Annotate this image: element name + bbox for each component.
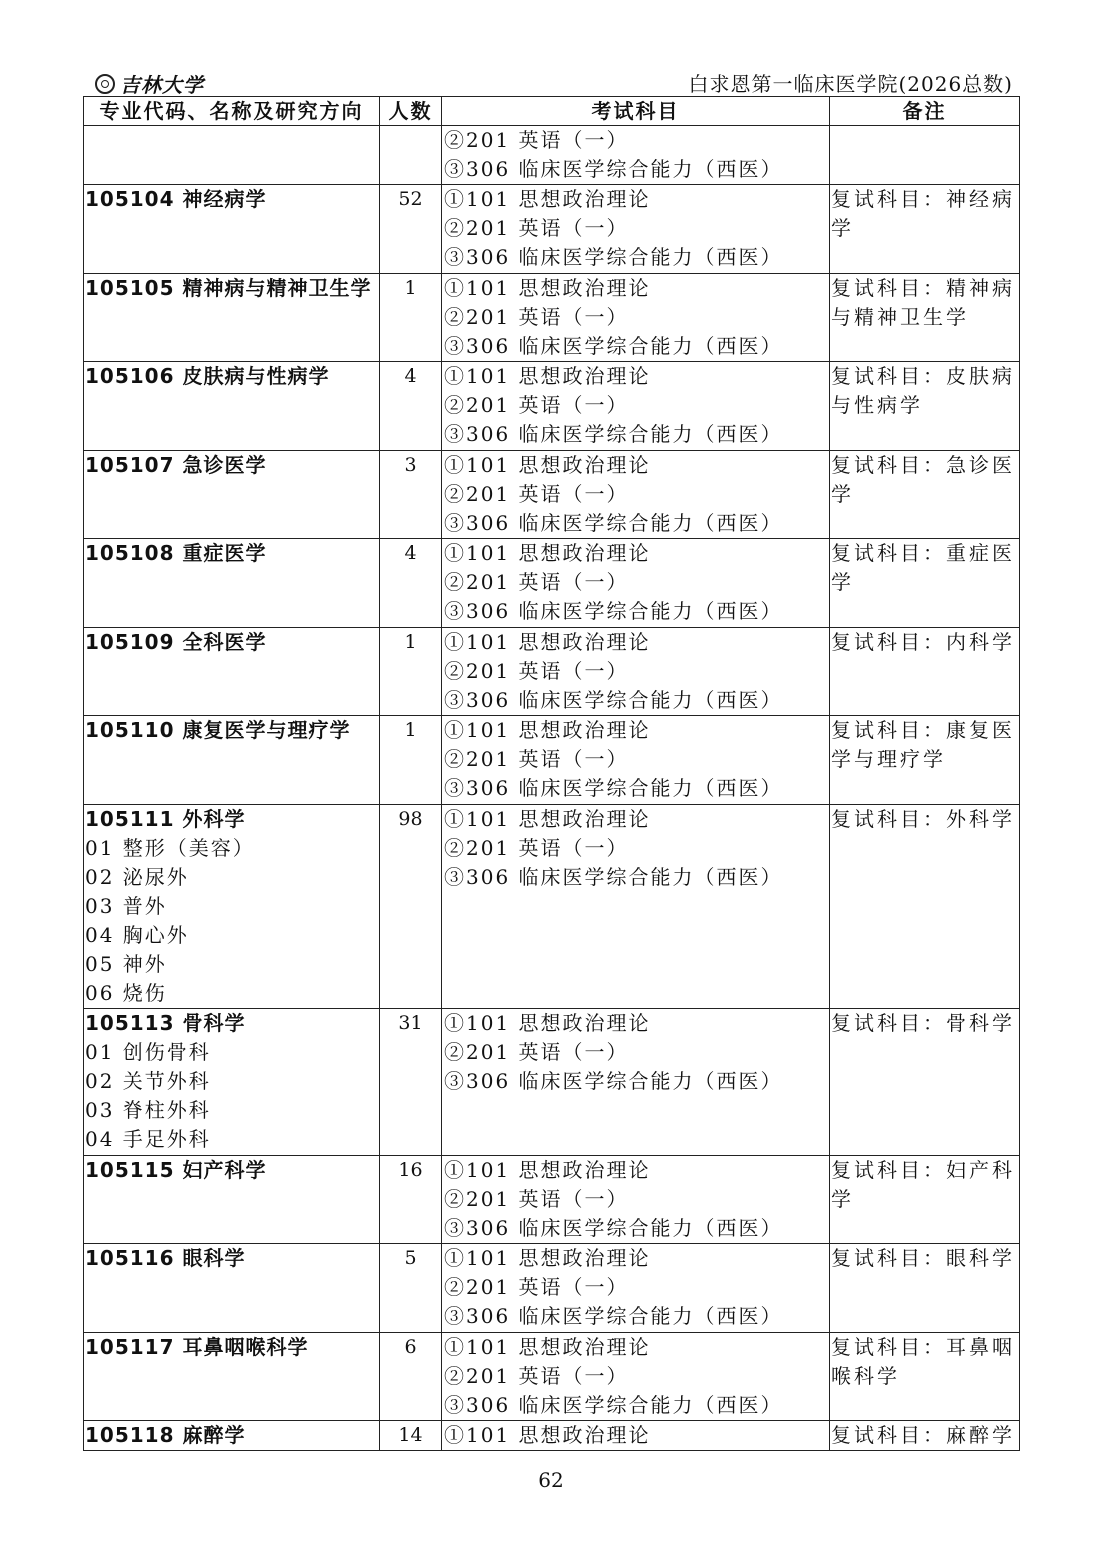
table-row xyxy=(84,1421,1020,1451)
exam-subject: ③306 临床医学综合能力（西医） xyxy=(444,688,783,712)
note-cell: 复试科目：内科学 xyxy=(830,628,1020,716)
major-cell xyxy=(84,1333,380,1421)
table-row xyxy=(84,628,1020,716)
note-cell: 复试科目：麻醉学 xyxy=(830,1421,1020,1451)
research-direction: 04 手足外科 xyxy=(85,1127,211,1151)
major-name: 105104 神经病学 xyxy=(85,187,267,211)
table-row xyxy=(84,1244,1020,1333)
table-row xyxy=(84,805,1020,1009)
exams-cell xyxy=(442,1421,830,1451)
exam-subject: ②201 英语（一） xyxy=(444,393,629,417)
exams-cell xyxy=(442,185,830,274)
research-direction: 06 烧伤 xyxy=(85,981,167,1005)
count-cell: 1 xyxy=(380,716,442,805)
university-name: 吉林大学 xyxy=(120,73,204,97)
research-direction: 03 脊柱外科 xyxy=(85,1098,211,1122)
count-cell: 31 xyxy=(380,1009,442,1156)
count-cell: 52 xyxy=(380,185,442,274)
exam-subject: ③306 临床医学综合能力（西医） xyxy=(444,1304,783,1328)
table-row xyxy=(84,539,1020,628)
exam-subject: ①101 思想政治理论 xyxy=(444,630,651,654)
major-name: 105106 皮肤病与性病学 xyxy=(85,364,330,388)
exam-subject: ②201 英语（一） xyxy=(444,128,629,152)
note-cell: 复试科目：妇产科学 xyxy=(830,1156,1020,1244)
exam-subject: ①101 思想政治理论 xyxy=(444,1011,651,1035)
count-cell xyxy=(380,126,442,185)
major-cell xyxy=(84,362,380,451)
note-cell: 复试科目：康复医学与理疗学 xyxy=(830,716,1020,805)
research-direction: 03 普外 xyxy=(85,894,167,918)
note-cell: 复试科目：神经病学 xyxy=(830,185,1020,274)
major-cell xyxy=(84,126,380,185)
major-cell xyxy=(84,628,380,716)
table-row xyxy=(84,1156,1020,1244)
page-number: 62 xyxy=(538,1468,564,1492)
exam-subject: ③306 临床医学综合能力（西医） xyxy=(444,1069,783,1093)
major-name: 105110 康复医学与理疗学 xyxy=(85,718,351,742)
table-row xyxy=(84,451,1020,539)
research-direction: 01 创伤骨科 xyxy=(85,1040,211,1064)
count-cell: 5 xyxy=(380,1244,442,1333)
exam-subject: ①101 思想政治理论 xyxy=(444,1335,651,1359)
exam-subject: ②201 英语（一） xyxy=(444,482,629,506)
header-exams: 考试科目 xyxy=(442,97,830,126)
count-cell: 1 xyxy=(380,274,442,362)
exam-subject: ①101 思想政治理论 xyxy=(444,541,651,565)
exam-subject: ②201 英语（一） xyxy=(444,836,629,860)
note-cell: 复试科目：眼科学 xyxy=(830,1244,1020,1333)
table-body xyxy=(84,126,1020,1451)
major-name: 105109 全科医学 xyxy=(85,630,267,654)
exam-subject: ①101 思想政治理论 xyxy=(444,1246,651,1270)
college-title: 白求恩第一临床医学院(2026总数) xyxy=(688,72,1013,96)
exam-subject: ②201 英语（一） xyxy=(444,1275,629,1299)
exam-subject: ②201 英语（一） xyxy=(444,1187,629,1211)
exam-subject: ③306 临床医学综合能力（西医） xyxy=(444,245,783,269)
count-cell: 16 xyxy=(380,1156,442,1244)
exam-subject: ②201 英语（一） xyxy=(444,570,629,594)
count-cell: 14 xyxy=(380,1421,442,1451)
exam-subject: ③306 临床医学综合能力（西医） xyxy=(444,334,783,358)
exam-subject: ①101 思想政治理论 xyxy=(444,187,651,211)
count-cell: 6 xyxy=(380,1333,442,1421)
exams-cell xyxy=(442,1156,830,1244)
research-direction: 02 关节外科 xyxy=(85,1069,211,1093)
major-cell xyxy=(84,1244,380,1333)
major-name: 105111 外科学 xyxy=(85,807,246,831)
exams-cell xyxy=(442,451,830,539)
exam-subject: ②201 英语（一） xyxy=(444,216,629,240)
table-row xyxy=(84,274,1020,362)
exam-subject: ③306 临床医学综合能力（西医） xyxy=(444,599,783,623)
note-cell: 复试科目：急诊医学 xyxy=(830,451,1020,539)
exam-subject: ①101 思想政治理论 xyxy=(444,276,651,300)
major-cell xyxy=(84,185,380,274)
exams-cell xyxy=(442,716,830,805)
note-cell: 复试科目：精神病与精神卫生学 xyxy=(830,274,1020,362)
header-count: 人数 xyxy=(380,97,442,126)
exam-subject: ③306 临床医学综合能力（西医） xyxy=(444,1216,783,1240)
note-cell: 复试科目：耳鼻咽喉科学 xyxy=(830,1333,1020,1421)
major-name: 105108 重症医学 xyxy=(85,541,267,565)
exam-subject: ①101 思想政治理论 xyxy=(444,364,651,388)
major-name: 105115 妇产科学 xyxy=(85,1158,267,1182)
major-cell xyxy=(84,1156,380,1244)
note-cell: 复试科目：重症医学 xyxy=(830,539,1020,628)
note-cell: 复试科目：骨科学 xyxy=(830,1009,1020,1156)
exam-subject: ②201 英语（一） xyxy=(444,1364,629,1388)
exam-subject: ③306 临床医学综合能力（西医） xyxy=(444,865,783,889)
exam-subject: ③306 临床医学综合能力（西医） xyxy=(444,776,783,800)
exams-cell xyxy=(442,539,830,628)
major-cell xyxy=(84,274,380,362)
table-row xyxy=(84,362,1020,451)
table-row xyxy=(84,1333,1020,1421)
research-direction: 04 胸心外 xyxy=(85,923,189,947)
table-row xyxy=(84,716,1020,805)
exams-cell xyxy=(442,1009,830,1156)
page-header xyxy=(83,66,1019,96)
major-cell xyxy=(84,451,380,539)
count-cell: 98 xyxy=(380,805,442,1009)
major-cell xyxy=(84,805,380,1009)
exams-cell xyxy=(442,1333,830,1421)
major-name: 105107 急诊医学 xyxy=(85,453,267,477)
note-cell: 复试科目：外科学 xyxy=(830,805,1020,1009)
exam-subject: ②201 英语（一） xyxy=(444,1040,629,1064)
exam-subject: ②201 英语（一） xyxy=(444,747,629,771)
exam-subject: ③306 临床医学综合能力（西医） xyxy=(444,422,783,446)
major-cell xyxy=(84,716,380,805)
exam-subject: ③306 临床医学综合能力（西医） xyxy=(444,1393,783,1417)
exam-subject: ①101 思想政治理论 xyxy=(444,453,651,477)
major-cell xyxy=(84,1421,380,1451)
table-row xyxy=(84,1009,1020,1156)
header-notes: 备注 xyxy=(830,97,1020,126)
exams-cell xyxy=(442,628,830,716)
exams-cell xyxy=(442,274,830,362)
table-row xyxy=(84,126,1020,185)
university-logo xyxy=(95,69,204,98)
note-cell xyxy=(830,126,1020,185)
exams-cell xyxy=(442,805,830,1009)
count-cell: 4 xyxy=(380,539,442,628)
research-direction: 05 神外 xyxy=(85,952,167,976)
major-cell xyxy=(84,1009,380,1156)
major-name: 105116 眼科学 xyxy=(85,1246,246,1270)
exam-subject: ①101 思想政治理论 xyxy=(444,718,651,742)
table-row xyxy=(84,185,1020,274)
major-name: 105118 麻醉学 xyxy=(85,1423,246,1447)
major-name: 105105 精神病与精神卫生学 xyxy=(85,276,372,300)
exams-cell xyxy=(442,1244,830,1333)
university-seal-icon xyxy=(95,74,115,94)
major-name: 105113 骨科学 xyxy=(85,1011,246,1035)
count-cell: 4 xyxy=(380,362,442,451)
exam-subject: ③306 临床医学综合能力（西医） xyxy=(444,511,783,535)
note-cell: 复试科目：皮肤病与性病学 xyxy=(830,362,1020,451)
exam-subject: ②201 英语（一） xyxy=(444,659,629,683)
exam-subject: ②201 英语（一） xyxy=(444,305,629,329)
table-header-row xyxy=(84,97,1020,126)
major-cell xyxy=(84,539,380,628)
count-cell: 1 xyxy=(380,628,442,716)
admissions-table xyxy=(83,96,1020,1451)
research-direction: 01 整形（美容） xyxy=(85,836,255,860)
count-cell: 3 xyxy=(380,451,442,539)
header-major: 专业代码、名称及研究方向 xyxy=(84,97,380,126)
exams-cell xyxy=(442,362,830,451)
research-direction: 02 泌尿外 xyxy=(85,865,189,889)
exams-cell xyxy=(442,126,830,185)
major-name: 105117 耳鼻咽喉科学 xyxy=(85,1335,309,1359)
exam-subject: ①101 思想政治理论 xyxy=(444,1423,651,1447)
exam-subject: ①101 思想政治理论 xyxy=(444,1158,651,1182)
exam-subject: ①101 思想政治理论 xyxy=(444,807,651,831)
exam-subject: ③306 临床医学综合能力（西医） xyxy=(444,157,783,181)
